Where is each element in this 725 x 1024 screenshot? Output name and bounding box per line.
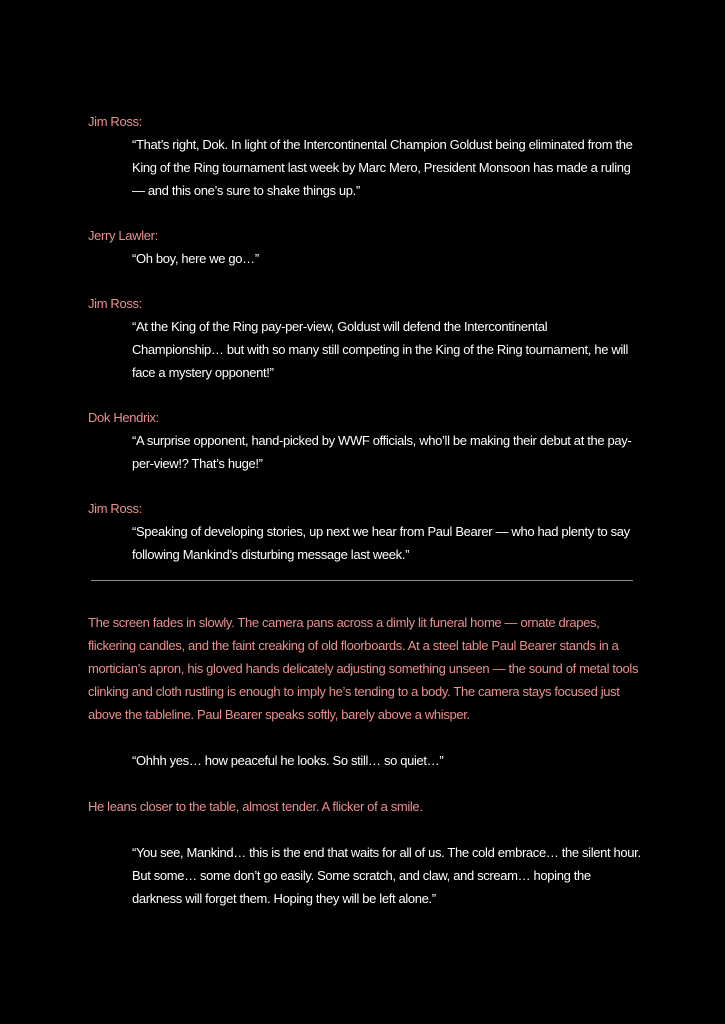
- speaker-name: Dok Hendrix:: [88, 410, 159, 425]
- dialogue-entry: [88, 224, 648, 270]
- scene-section: [88, 611, 643, 910]
- stage-direction: He leans closer to the table, almost tender. A flicker of a smile.: [88, 799, 423, 814]
- speaker-name: Jerry Lawler:: [88, 228, 158, 243]
- dialogue-line: “At the King of the Ring pay-per-view, Goldust will defend the Intercontinental Championship… but with so many still competing in the King of the Ring tournament, he will face a mystery opponent!”: [132, 319, 628, 380]
- dialogue-entry: [88, 406, 648, 475]
- dialogue-entry: [88, 497, 648, 566]
- speaker-name: Jim Ross:: [88, 296, 142, 311]
- dialogue-entry: [88, 292, 648, 384]
- section-divider: [91, 580, 633, 581]
- dialogue-line: “Speaking of developing stories, up next we hear from Paul Bearer — who had plenty to say following Mankind’s disturbing message last week.”: [132, 524, 630, 562]
- dialogue-line: “A surprise opponent, hand-picked by WWF officials, who’ll be making their debut at the pay-per-view!? That’s huge!”: [132, 433, 632, 471]
- dialogue-line: “That’s right, Dok. In light of the Intercontinental Champion Goldust being eliminated from the King of the Ring tournament last week by Marc Mero, President Monsoon has made a ruling — and this one’s sure to shake things up.”: [132, 137, 633, 198]
- commentary-section: [88, 110, 648, 588]
- speaker-name: Jim Ross:: [88, 114, 142, 129]
- dialogue-line: “Ohhh yes… how peaceful he looks. So still… so quiet…”: [132, 753, 444, 768]
- dialogue-line: “You see, Mankind… this is the end that waits for all of us. The cold embrace… the silent hour. But some… some don’t go easily. Some scratch, and claw, and scream… hoping the darkness will forget them. Hoping they will be left alone.”: [132, 845, 641, 906]
- dialogue-entry: [88, 110, 648, 202]
- speaker-name: Jim Ross:: [88, 501, 142, 516]
- stage-direction: The screen fades in slowly. The camera pans across a dimly lit funeral home — ornate drapes, flickering candles, and the faint creaking of old floorboards. At a steel table Paul Bearer stands in a mortician’s apron, his gloved hands delicately adjusting something unseen — the sound of metal tools clinking and cloth rustling is enough to imply he’s tending to a body. The camera stays focused just above the tableline. Paul Bearer speaks softly, barely above a whisper.: [88, 615, 639, 722]
- dialogue-line: “Oh boy, here we go…”: [132, 251, 259, 266]
